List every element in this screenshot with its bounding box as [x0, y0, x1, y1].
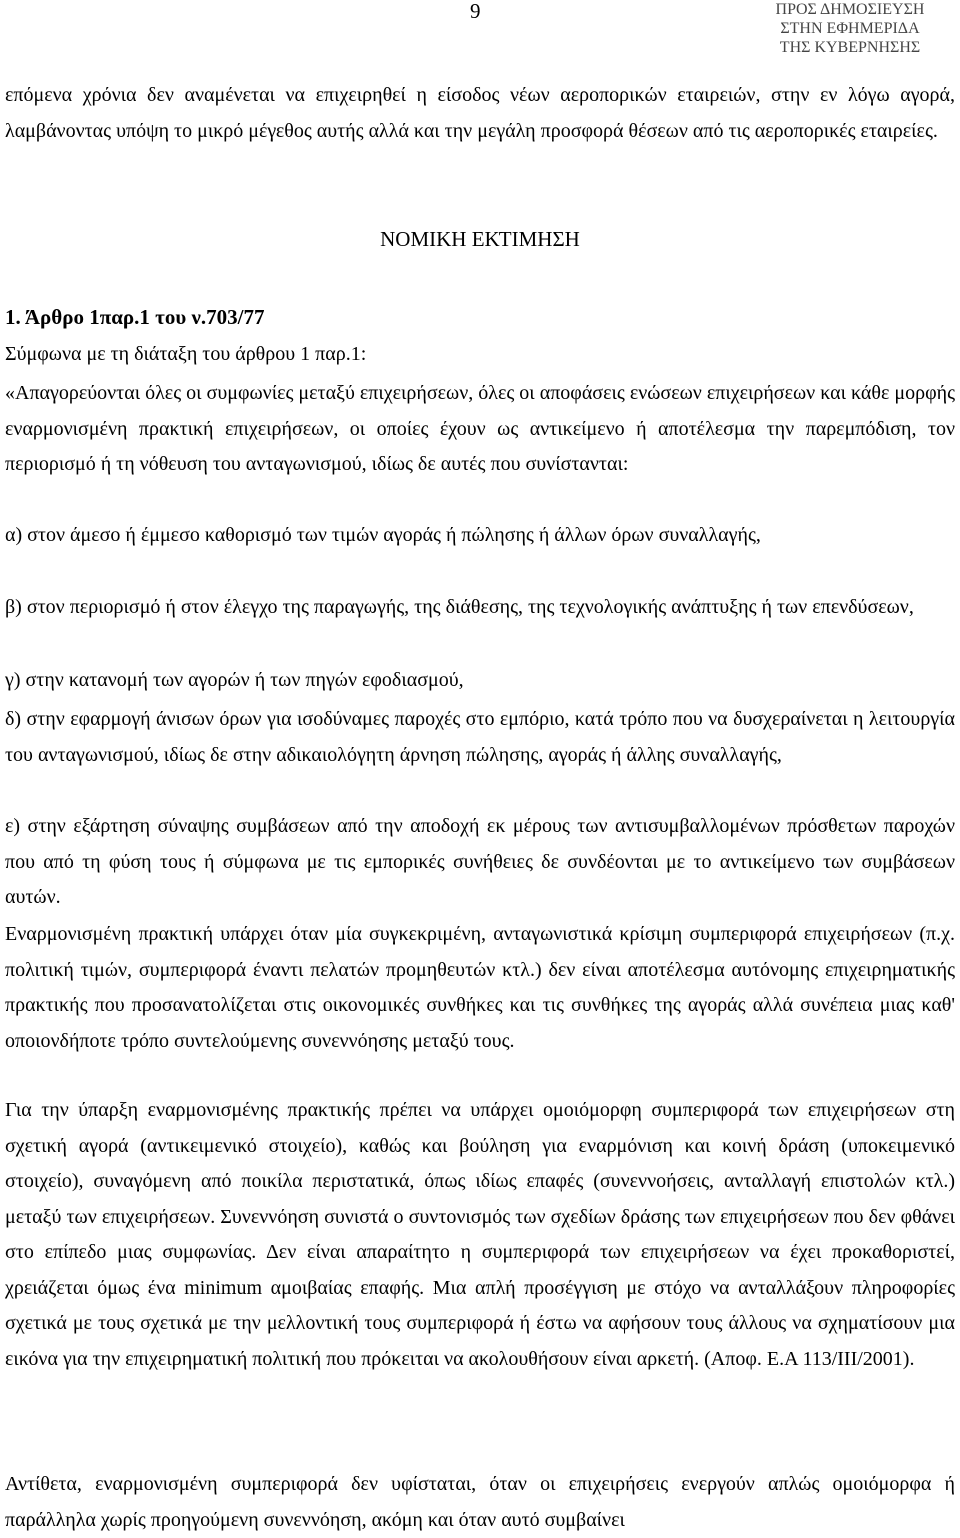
concerted-practice-paragraph: Εναρμονισμένη πρακτική υπάρχει όταν μία συγκεκριμένη, ανταγωνιστικά κρίσιμη συμπεριφορά επιχειρήσεων (π.χ. πολιτική τιμών, συμπεριφορά έναντι πελατών προμηθευτών κτλ.) δεν είναι αποτέλεσμα αυτόνομης επιχειρηματικής πρακτικής που προσανατολίζεται στις οικονομικές συνθήκες και τις συνθήκες της αγοράς αλλά συνέπεια μιας καθ' οποιονδήποτε τρόπο συντελούμενης συνεννόησης μεταξύ τους. [5, 923, 955, 1052]
existence-paragraph: Για την ύπαρξη εναρμονισμένης πρακτικής πρέπει να υπάρχει ομοιόμορφη συμπεριφορά των επιχειρήσεων στη σχετική αγορά (αντικειμενικό στοιχείο), καθώς και βούληση για εναρμόνιση και κοινή δράση (υποκειμενικό στοιχείο), συναγόμενη από ποικίλα περιστατικά, όπως ιδίως επαφές (συνεννοήσεις, ανταλλαγή επιστολών κτλ.) μεταξύ των επιχειρήσεων. Συνεννόηση συνιστά ο συντονισμός των σχεδίων δράσης των επιχειρήσεων που δεν φθάνει στο επίπεδο μιας συμφωνίας. Δεν είναι απαραίτητο η συμπεριφορά των επιχειρήσεων να έχει προκαθοριστεί, χρειάζεται όμως ένα minimum αμοιβαίας επαφής. Μια απλή προσέγγιση με στόχο να ανταλλάξουν πληροφορίες σχετικά με τους σχετικά με την μελλοντική τους συμπεριφορά ή έστω να αφήσουν τους άλλους να σχηματίσουν μια εικόνα για την επιχειρηματική πολιτική που πρόκειται να ακολουθήσουν είναι αρκετή. (Αποφ. Ε.Α 113/ΙΙΙ/2001). [5, 1099, 955, 1370]
section-heading: ΝΟΜΙΚΗ ΕΚΤΙΜΗΣΗ [380, 227, 580, 251]
stamp-line: ΣΤΗΝ ΕΦΗΜΕΡΙΔΑ [780, 20, 920, 37]
list-item-c: γ) στην κατανομή των αγορών ή των πηγών εφοδιασμού, [5, 669, 464, 691]
list-item-a: α) στον άμεσο ή έμμεσο καθορισμό των τιμών αγοράς ή πώλησης ή άλλων όρων συναλλαγής, [5, 524, 761, 546]
stamp-line: ΠΡΟΣ ΔΗΜΟΣΙΕΥΣΗ [775, 1, 925, 18]
list-item-b: β) στον περιορισμό ή στον έλεγχο της παραγωγής, της διάθεσης, της τεχνολογικής ανάπτυξης ή των επενδύσεων, [5, 596, 914, 618]
stamp-line: ΤΗΣ ΚΥΒΕΡΝΗΣΗΣ [779, 39, 921, 56]
list-item-e: ε) στην εξάρτηση σύναψης συμβάσεων από την αποδοχή εκ μέρους των αντισυμβαλλομένων πρόσθετων παροχών που από τη φύση τους ή σύμφωνα με τις εμπορικές συνήθειες δε συνδέονται με το αντικείμενο των συμβάσεων αυτών. [5, 815, 955, 908]
intro-paragraph: επόμενα χρόνια δεν αναμένεται να επιχειρηθεί η είσοδος νέων αεροπορικών εταιρειών, στην εν λόγω αγορά, λαμβάνοντας υπόψη το μικρό μέγεθος αυτής αλλά και την μεγάλη προσφορά θέσεων από τις αεροπορικές εταιρείες. [5, 84, 955, 142]
according-line: Σύμφωνα με τη διάταξη του άρθρου 1 παρ.1: [5, 343, 367, 365]
publication-stamp [760, 0, 940, 57]
page-number: 9 [470, 0, 481, 23]
article-title: 1. Άρθρο 1παρ.1 του ν.703/77 [5, 305, 265, 329]
quote-intro-paragraph: «Απαγορεύονται όλες οι συμφωνίες μεταξύ επιχειρήσεων, όλες οι αποφάσεις ενώσεων επιχειρήσεων και κάθε μορφής εναρμονισμένη πρακτική επιχειρήσεων, οι οποίες έχουν ως αντικείμενο ή αποτέλεσμα την παρεμπόδιση, τον περιορισμό ή τη νόθευση του ανταγωνισμού, ιδίως δε αυτές που συνίστανται: [5, 382, 955, 475]
contrast-paragraph: Αντίθετα, εναρμονισμένη συμπεριφορά δεν υφίσταται, όταν οι επιχειρήσεις ενεργούν απλώς ομοιόμορφα ή παράλληλα χωρίς προηγούμενη συνεννόηση, ακόμη και όταν αυτό συμβαίνει [5, 1473, 955, 1531]
list-item-d: δ) στην εφαρμογή άνισων όρων για ισοδύναμες παροχές στο εμπόριο, κατά τρόπο που να δυσχεραίνεται η λειτουργία του ανταγωνισμού, ιδίως δε στην αδικαιολόγητη άρνηση πώλησης, αγοράς ή άλλης συναλλαγής, [5, 708, 955, 766]
